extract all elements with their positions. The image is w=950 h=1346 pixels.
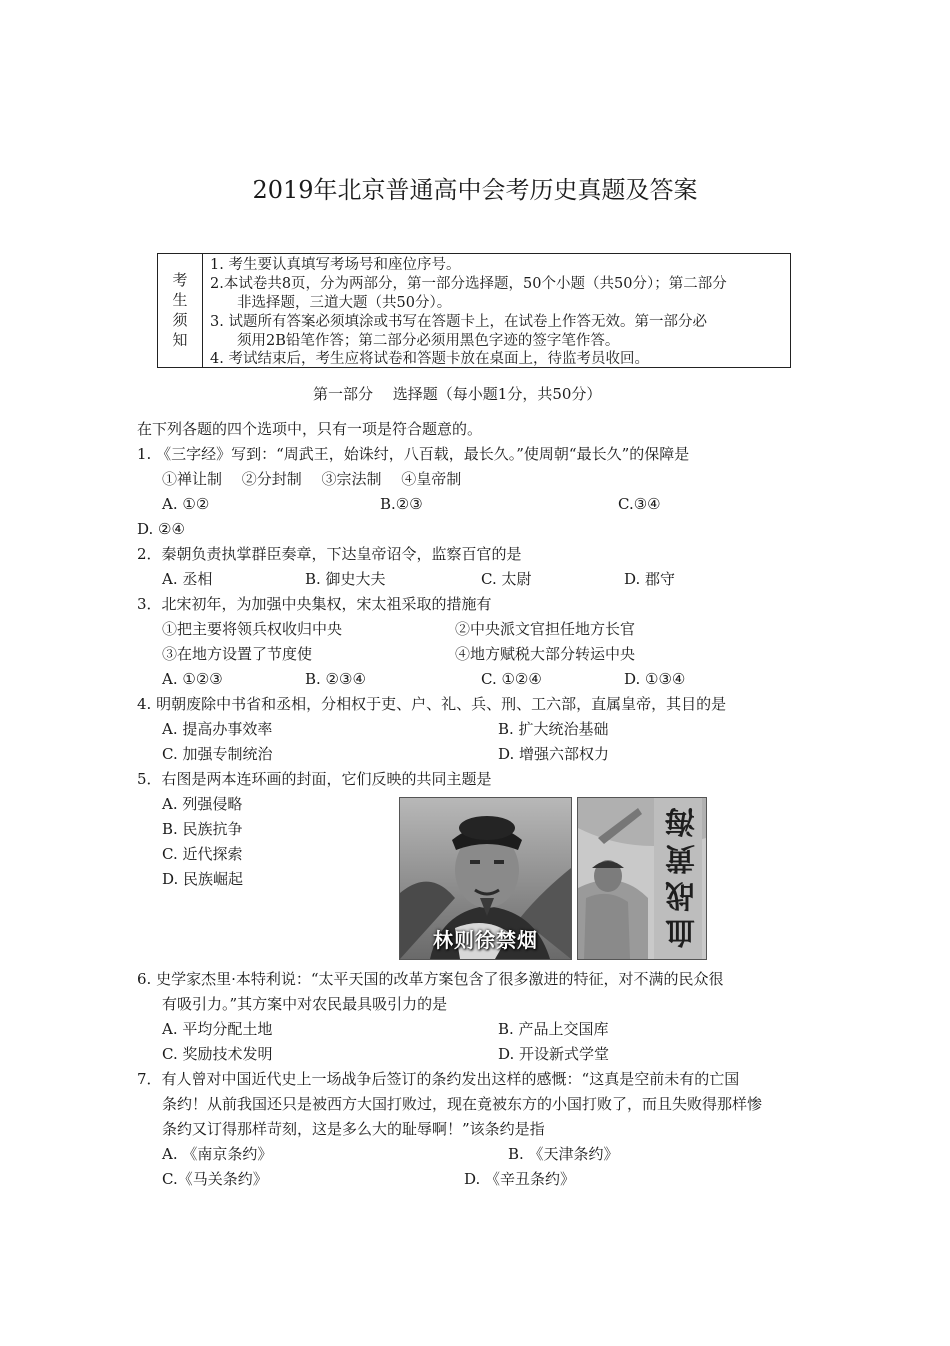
comic-cover-lin-zexu-image [399,797,572,960]
q4-option-a: A. 提高办事效率 [162,720,273,738]
instruction: 在下列各题的四个选项中，只有一项是符合题意的。 [137,420,483,438]
q1-option-b: B.②③ [380,495,423,513]
q3-option-a: A. ①②③ [162,670,223,688]
q3-option-b: B. ②③④ [305,670,366,688]
q2-option-a: A. 丞相 [162,570,213,588]
q5-option-d: D. 民族崛起 [162,870,244,888]
notice-line: 2.本试卷共8页，分为两部分，第一部分选择题，50个小题（共50分）；第二部分 [210,276,727,292]
q6-stem-line2: 有吸引力。”其方案中对农民最具吸引力的是 [162,995,448,1013]
notice-header [158,254,203,367]
q1-option-d: D. ②④ [137,520,185,538]
q6-option-b: B. 产品上交国库 [498,1020,609,1038]
q1-option-c: C.③④ [618,495,661,513]
notice-line: 须用2B铅笔作答；第二部分必须用黑色字迹的签字笔作答。 [237,333,620,349]
notice-line: 1. 考生要认真填写考场号和座位序号。 [210,257,461,273]
page-title: 2019年北京普通高中会考历史真题及答案 [252,176,698,204]
notice-line: 非选择题，三道大题（共50分）。 [237,295,452,311]
q5-option-b: B. 民族抗争 [162,820,243,838]
q3-stem: 3．北宋初年，为加强中央集权，宋太祖采取的措施有 [137,595,492,613]
comic-cover-yellow-sea-image [577,797,707,960]
q3-option-c: C. ①②④ [481,670,542,688]
q7-stem-line3: 条约又订得那样苛刻，这是多么大的耻辱啊！”该条约是指 [162,1120,545,1138]
q6-option-a: A. 平均分配土地 [162,1020,273,1038]
q7-stem-line2: 条约！从前我国还只是被西方大国打败过，现在竟被东方的小国打败了，而且失败得那样惨 [162,1095,763,1113]
q7-option-b: B. 《天津条约》 [508,1145,619,1163]
notice-header-char: 知 [172,331,188,349]
q7-option-a: A. 《南京条约》 [162,1145,273,1163]
notice-line: 4. 考试结束后，考生应将试卷和答题卡放在桌面上，待监考员收回。 [210,351,649,367]
q3-item-1: ①把主要将领兵权收归中央 [162,620,343,638]
q7-option-d: D. 《辛丑条约》 [464,1170,576,1188]
q6-option-c: C. 奖励技术发明 [162,1045,273,1063]
notice-header-char: 考 [172,271,188,289]
notice-header-char: 须 [172,311,188,329]
q6-stem-line1: 6. 史学家杰里·本特利说：“太平天国的改革方案包含了很多激进的特征，对不满的民众很 [137,970,724,988]
q3-item-2: ②中央派文官担任地方长官 [455,620,636,638]
exam-notice-box [157,253,791,368]
q1-option-a: A. ①② [162,495,210,513]
notice-line: 3. 试题所有答案必须填涂或书写在答题卡上，在试卷上作答无效。第一部分必 [210,314,707,330]
q5-option-a: A. 列强侵略 [162,795,243,813]
q3-item-4: ④地方赋税大部分转运中央 [455,645,636,663]
q2-option-d: D. 郡守 [624,570,676,588]
q5-option-c: C. 近代探索 [162,845,243,863]
q4-option-c: C. 加强专制统治 [162,745,273,763]
q3-option-d: D. ①③④ [624,670,686,688]
q2-option-c: C. 太尉 [481,570,532,588]
cover1-title: 林则徐禁烟 [433,928,538,952]
q1-stem: 1. 《三字经》写到：“周武王，始诛纣，八百载，最长久。”使周朝“最长久”的保障是 [137,445,690,463]
q3-item-3: ③在地方设置了节度使 [162,645,313,663]
section-title: 第一部分 选择题（每小题1分，共50分） [313,385,602,403]
q4-option-b: B. 扩大统治基础 [498,720,609,738]
q4-option-d: D. 增强六部权力 [498,745,610,763]
q6-option-d: D. 开设新式学堂 [498,1045,610,1063]
q2-stem: 2．秦朝负责执掌群臣奏章，下达皇帝诏令，监察百官的是 [137,545,522,563]
notice-header-char: 生 [172,291,188,309]
q5-stem: 5．右图是两本连环画的封面，它们反映的共同主题是 [137,770,492,788]
q7-option-c: C.《马关条约》 [162,1170,268,1188]
cover2-title: 血战黄海 [665,803,695,949]
q1-items: ①禅让制 ②分封制 ③宗法制 ④皇帝制 [162,470,462,488]
q7-stem-line1: 7．有人曾对中国近代史上一场战争后签订的条约发出这样的感慨：“这真是空前未有的亡国 [137,1070,740,1088]
q2-option-b: B. 御史大夫 [305,570,386,588]
q4-stem: 4. 明朝废除中书省和丞相，分相权于吏、户、礼、兵、刑、工六部，直属皇帝，其目的是 [137,695,727,713]
